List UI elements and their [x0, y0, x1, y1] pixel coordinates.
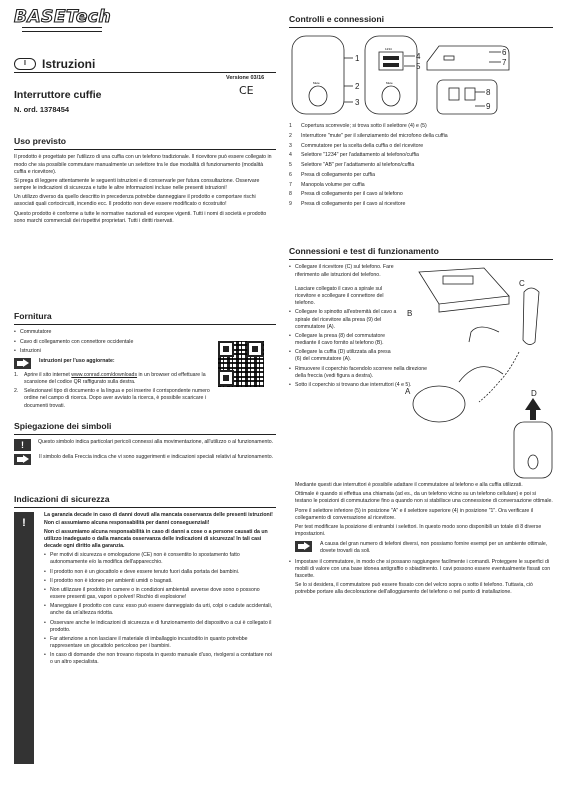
product-title: Interruttore cuffie: [14, 89, 102, 101]
list-item: • Maneggiare il prodotto con cura: esso può essere danneggiato da urti, colpi o cadute accidentali, anche da un'altezza ridotta.: [44, 603, 276, 617]
callout-9: 9: [486, 102, 491, 111]
note-text: A causa del gran numero di telefoni diversi, non possiamo fornire esempi per un ambiente ottimale, dovete trovarli da soli.: [320, 541, 548, 555]
legend-item: 6 Presa di collegamento per cuffia: [289, 171, 376, 178]
list-item: • Istruzioni: [14, 348, 276, 355]
paragraph: Se lo si desidera, il commutatore può essere fissato con del velcro sopra o sotto il telefono. Tuttavia, ciò potrebbe portare alla decolorazione dell'alloggiamento del telefono o nel punto di installazione.: [295, 582, 533, 596]
section-heading: Controlli e connessioni: [289, 14, 553, 28]
switch-knob: [382, 86, 400, 106]
list-item: • Collegare la presa (8) del commutatore mediante il cavo fornito al telefono (B).: [289, 333, 397, 347]
section-heading: Indicazioni di sicurezza: [14, 494, 276, 508]
symbol-arrow-row: [14, 454, 276, 465]
logo-underline: [22, 27, 102, 32]
list-item: 2. Selezionarel tipo di documento e la lingua e poi inserire il corrispondente numero ordine nel campo di ricerca. Dopo aver avviato la ricerca, è possibile scaricare i documenti trovati.: [14, 388, 210, 409]
paragraph: Porre il selettore inferiore (5) in posizione "A" e il selettore superiore (4) in posizione "1". Ora verificare il collegamento di conversazione al ricevitore.: [295, 507, 534, 521]
switch-knob: [309, 86, 327, 106]
telephone-base: [419, 268, 509, 304]
legend-item: 4 Selettore "1234" per l'adattamento al telefono/cuffia: [289, 152, 419, 159]
phone-socket: [449, 88, 459, 100]
symbol-warning-row: [14, 439, 276, 451]
arrow-note: [289, 541, 553, 555]
exclamation-icon: !: [22, 517, 26, 530]
liability-warning: Non ci assumiamo alcuna responsabilità in caso di danni a cose o a persone causati da un utilizzo inadeguato o dalla mancata osservanza delle indicazioni di sicurezza! In tali casi decade ogni diritto alla garanzia.: [44, 528, 268, 550]
label-b: B: [407, 309, 413, 318]
brand-logo: BASETech: [14, 7, 112, 27]
paragraph: Si prega di leggere attentamente le seguenti istruzioni e di conservarle per futura consultazione. Osservare sempre le indicazioni di sicurezza e tutte le altre informazioni incluse nelle presenti istruzioni!: [14, 177, 260, 192]
qr-finder: [247, 341, 263, 357]
connections-continued: [289, 482, 553, 598]
paragraph: Un utilizzo diverso da quello descritto in precedenza potrebbe danneggiare il prodotto e comportare rischi associati quali cortocircuiti, incendio ecc. Il prodotto non deve essere modificato o ricostruito!: [14, 194, 256, 208]
headset-socket: [444, 56, 454, 60]
selector-window: [379, 52, 403, 70]
device-side: [427, 46, 509, 70]
list-item: • Il prodotto non è un giocattolo e deve essere tenuto fuori dalla portata dei bambini.: [44, 569, 276, 576]
order-number: N. ord. 1378454: [14, 105, 70, 114]
safety-block: [14, 512, 276, 666]
arrow-icon: [14, 454, 31, 465]
ce-mark: CE: [239, 84, 254, 97]
list-item: • Il prodotto non è idoneo per ambienti umidi o bagnati.: [44, 578, 276, 585]
controls-diagram: [289, 30, 553, 122]
coil-cable: [479, 352, 519, 402]
arrow-up-icon: [525, 398, 541, 420]
list-item: • Far attenzione a non lasciare il materiale di imballaggio incustodito in quanto potrebbe rappresentare un giocattolo pericoloso per i bambini.: [44, 636, 276, 650]
callout-3: 3: [355, 98, 360, 107]
mute-label: Mute: [313, 81, 320, 85]
selector-label: 1234: [385, 47, 392, 51]
list-item: • Collegare la cuffia (D) utilizzata alla presa (6) del commutatore (A).: [289, 349, 397, 363]
exclamation-icon: !: [14, 439, 31, 451]
arrow-icon: [295, 541, 312, 552]
list-item: • Collegare lo spinotto all'estremità del cavo a spirale del ricevitore alla presa (9) del commutatore (A).: [289, 309, 397, 331]
step-text: in un browser od effettuare la scansione del codice QR raffigurato sulla destra.: [24, 371, 206, 386]
paragraph: Ottimale è quando si effettua una chiamata (ad es., da un telefono vicino su un telefono cellulare) e poi si testano le posizioni di commutazione fino a quando non si stabilisce una connessione di conversazione ottimale.: [295, 491, 553, 505]
headset-band: [459, 367, 503, 382]
list-item: • Osservare anche le indicazioni di sicurezza e di funzionamento del dispositivo a cui è collegato il prodotto.: [44, 620, 276, 634]
warning-bar: [14, 512, 34, 764]
header-rule: [14, 72, 276, 73]
symbol-text: Questo simbolo indica particolari pericoli connessi alla movimentazione, all'utilizzo o al funzionamento.: [38, 439, 274, 446]
callout-2: 2: [355, 82, 360, 91]
callout-6: 6: [502, 48, 507, 57]
paragraph: Per test modificare la posizione di entrambi i selettori. In questo modo sono disponibili un totale di 8 diverse impostazioni.: [295, 523, 542, 538]
step-text: Aprire il sito internet: [24, 371, 70, 378]
headset-switch: [413, 386, 465, 422]
legend-item: 1 Copertura scorrevole; si trova sotto il selettore (4) e (5): [289, 123, 427, 129]
download-link[interactable]: www.conrad.com/downloads: [71, 371, 138, 378]
list-item: • Cavo di collegamento con connettore occidentale: [14, 339, 276, 346]
step-text: Selezionarel tipo di documento e la lingua e poi inserire il corrispondente numero ordine nel campo di ricerca. Dopo aver avviato la ricerca, è possibile scaricare i documenti trovati.: [24, 388, 210, 409]
qr-code[interactable]: [218, 341, 264, 387]
receiver-socket: [465, 88, 475, 100]
section-intended-use: [14, 136, 276, 227]
language-header: [14, 56, 95, 73]
section-symbols: [14, 421, 276, 468]
mute-label: Mute: [386, 81, 393, 85]
legend-item: 5 Selettore "AB" per l'adattamento al telefono/cuffia: [289, 162, 415, 169]
list-item: • Per motivi di sicurezza e omologazione (CE) non è consentito lo spostamento fatto autonomamente e/o la modifica dell'apparecchio.: [44, 552, 276, 566]
legend-item: 3 Commutatore per la scelta della cuffia o del ricevitore: [289, 142, 424, 149]
symbol-text: Il simbolo della Freccia indica che vi sono suggerimenti e indicazioni speciali relativi al funzionamento.: [39, 454, 274, 461]
callout-1: 1: [355, 54, 360, 63]
section-heading: Fornitura: [14, 311, 276, 325]
legend-item: 2 Interruttore "mute" per il silenziamento del microfono della cuffia: [289, 132, 448, 139]
callout-4: 4: [416, 52, 421, 61]
section-heading: Spiegazione dei simboli: [14, 421, 276, 435]
legend-item: 7 Manopola volume per cuffia: [289, 181, 365, 188]
callout-8: 8: [486, 88, 491, 97]
warranty-warning: La garanzia decade in caso di danni dovuti alla mancata osservanza delle presenti istruzioni! Non ci assumiamo alcuna responsabilità per danni conseguenziali!: [44, 512, 273, 526]
language-badge: I: [14, 58, 36, 70]
language-title: Istruzioni: [42, 57, 96, 71]
list-item: • In caso di domande che non trovano risposta in questo manuale d'uso, rivolgersi a contattare noi o un altro specialista.: [44, 652, 276, 666]
paragraph: Questo prodotto è conforme a tutte le normative nazionali ed europee vigenti. Tutti i nomi di società e prodotto sono marchi commerciali dei rispettivi proprietari. Tutti i diritti riservati.: [14, 210, 267, 224]
paragraph: Mediante questi due interruttori è possibile adattare il commutatore al telefono e alla cuffia utilizzati.: [295, 482, 523, 488]
list-item: • Sotto il coperchio si trovano due interruttori (4 e 5).: [289, 382, 439, 389]
connection-diagram: [399, 262, 553, 480]
legend-item: 9 Presa di collegamento per il cavo al ricevitore: [289, 201, 406, 208]
callout-7: 7: [502, 58, 507, 67]
callout-5: 5: [416, 62, 421, 71]
section-delivery-content: [14, 311, 276, 412]
label-c: C: [519, 279, 525, 288]
legend-item: 8 Presa di collegamento per il cavo al telefono: [289, 191, 403, 198]
list-item: 1. Aprire il sito internet www.conrad.com/downloads in un browser od effettuare la scansione del codice QR raffigurato sulla destra.: [14, 371, 206, 386]
device-front-closed: [292, 36, 344, 114]
arrow-icon: [14, 358, 31, 369]
list-item: • Commutatore: [14, 329, 276, 336]
telephone-display: [443, 276, 473, 284]
note-title: Istruzioni per l'uso aggiornate:: [39, 357, 115, 364]
paragraph: Il prodotto è progettato per l'utilizzo di una cuffia con un telefono tradizionale. Il ricevitore può essere collegato in modo che sia possibile commutare manualmente un selettore tra le due modalità di funzionamento (modalità cuffia e ricevitore).: [14, 154, 272, 175]
receiver-handset: [523, 288, 539, 345]
label-a: A: [405, 387, 411, 396]
section-heading: Connessioni e test di funzionamento: [289, 246, 553, 260]
version-label: Versione 03/16: [226, 75, 265, 81]
label-d: D: [531, 389, 537, 398]
qr-finder: [218, 370, 234, 386]
list-item: • Collegare il ricevitore (C) sul telefono. Fare riferimento alle istruzioni del telefono. Lasciare collegato il cavo a spirale sul ricevitore e scollegare il connettore del telefono.: [289, 264, 397, 307]
qr-finder: [218, 341, 234, 357]
switch-cover: [514, 422, 552, 478]
list-item: • Impostare il commutatore, in modo che si possano raggiungere facilmente i comandi. Proteggere le superfici di mobili di valore con una base idonea antigraffio o sbiadimento. I cavi possono essere eventualmente fissati con fascette.: [289, 559, 553, 581]
list-item: • Rimuovere il coperchio facendolo scorrere nella direzione della freccia (vedi figura a destra).: [289, 366, 439, 380]
section-safety: [14, 494, 276, 669]
latest-instructions-note: [14, 358, 209, 369]
section-heading: Uso previsto: [14, 136, 276, 150]
list-item: • Non utilizzare il prodotto in camere o in condizioni ambientali avverse dove sono o possono essere presenti gas, vapori o polveri! Rischio di esplosione!: [44, 587, 276, 601]
controls-legend: [289, 123, 551, 211]
